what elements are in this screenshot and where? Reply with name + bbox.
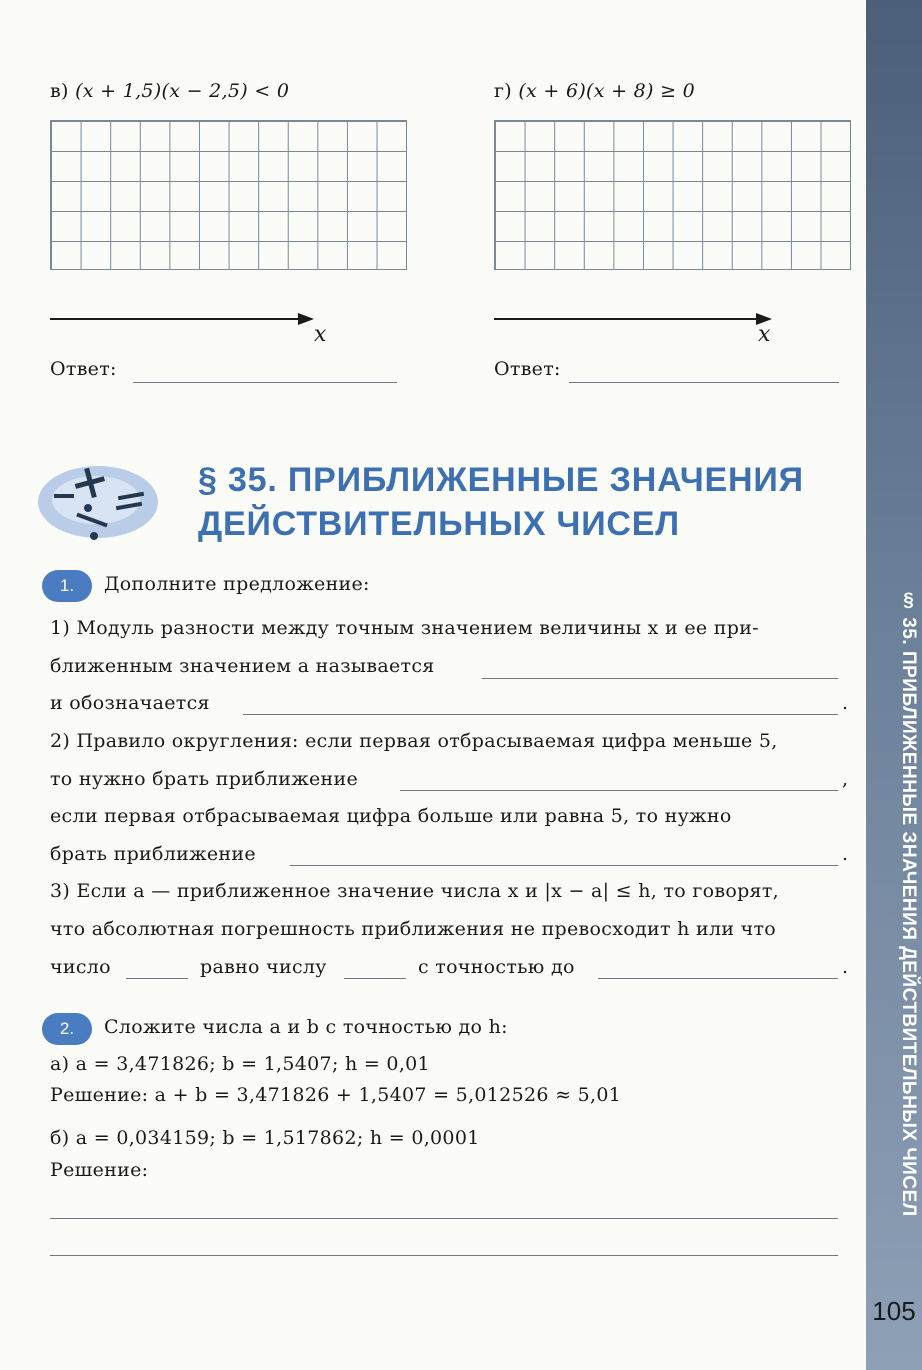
blank-field-round-up[interactable] — [290, 865, 838, 866]
punct-dot-1: . — [842, 692, 849, 714]
answer-line-1[interactable] — [50, 1218, 838, 1219]
task-1-prompt: Дополните предложение: — [104, 573, 370, 595]
side-section-label: § 35. ПРИБЛИЖЕННЫЕ ЗНАЧЕНИЯ ДЕЙСТВИТЕЛЬНЫХ ЧИСЕЛ — [898, 590, 919, 1217]
exercise-c-header — [50, 80, 289, 102]
task-1-line-3: и обозначается — [50, 692, 210, 714]
axis-label-c: x — [314, 322, 327, 347]
exercise-d-label: г) — [494, 80, 512, 102]
answer-field-c[interactable] — [133, 382, 397, 383]
blank-field-number-2[interactable] — [344, 978, 406, 979]
task-1-line-10-end: с точностью до — [418, 956, 575, 978]
task-2a-given: а) a = 3,471826; b = 1,5407; h = 0,01 — [50, 1053, 430, 1075]
section-title-line1: § 35. ПРИБЛИЖЕННЫЕ ЗНАЧЕНИЯ — [198, 461, 804, 499]
exercise-c-expression: (x + 1,5)(x − 2,5) < 0 — [75, 80, 290, 102]
answer-label-c: Ответ: — [50, 358, 117, 380]
task-1-line-10-mid: равно числу — [200, 956, 327, 978]
blank-field-definition[interactable] — [482, 678, 838, 679]
section-title — [198, 458, 804, 546]
task-2b-given: б) a = 0,034159; b = 1,517862; h = 0,0001 — [50, 1127, 480, 1149]
task-1-line-10-start: число — [50, 956, 111, 978]
task-1-line-4: 2) Правило округления: если первая отбрасываемая цифра меньше 5, — [50, 730, 778, 752]
grid-d[interactable] — [494, 120, 851, 270]
task-1-line-1: 1) Модуль разности между точным значением величины x и ее при- — [50, 617, 759, 639]
axis-label-d: x — [758, 322, 771, 347]
blank-field-precision[interactable] — [598, 978, 838, 979]
answer-label-d: Ответ: — [494, 358, 561, 380]
page-number: 105 — [872, 1296, 916, 1326]
grid-c[interactable] — [50, 120, 407, 270]
number-line-d[interactable] — [494, 318, 758, 320]
exercise-c-label: в) — [50, 80, 69, 102]
task-1-line-8: 3) Если a — приближенное значение числа x и |x − a| ≤ h, то говорят, — [50, 880, 779, 902]
task-1-line-9: что абсолютная погрешность приближения не превосходит h или что — [50, 918, 777, 940]
punct-dot-2: . — [842, 843, 849, 865]
task-2b-solution-label: Решение: — [50, 1159, 149, 1181]
punct-dot-3: . — [842, 956, 849, 978]
answer-line-2[interactable] — [50, 1255, 838, 1256]
task-2-prompt: Сложите числа a и b с точностью до h: — [104, 1016, 508, 1038]
blank-field-number-1[interactable] — [126, 978, 188, 979]
task-1-badge: 1. — [42, 570, 92, 602]
section-title-line2: ДЕЙСТВИТЕЛЬНЫХ ЧИСЕЛ — [198, 505, 680, 543]
task-1-line-6: если первая отбрасываемая цифра больше или равна 5, то нужно — [50, 805, 732, 827]
answer-field-d[interactable] — [569, 382, 839, 383]
task-2-badge: 2. — [42, 1013, 92, 1045]
exercise-d-expression: (x + 6)(x + 8) ≥ 0 — [518, 80, 696, 102]
number-line-c[interactable] — [50, 318, 300, 320]
blank-field-round-down[interactable] — [400, 790, 838, 791]
punct-comma: , — [842, 768, 849, 790]
task-1-line-7: брать приближение — [50, 843, 256, 865]
task-1-line-2: ближенным значением a называется — [50, 655, 435, 677]
math-operations-icon — [36, 458, 166, 554]
blank-field-notation[interactable] — [243, 714, 838, 715]
task-1-line-5: то нужно брать приближение — [50, 768, 359, 790]
task-2a-solution: Решение: a + b = 3,471826 + 1,5407 = 5,012526 ≈ 5,01 — [50, 1084, 622, 1106]
arrow-icon — [298, 313, 314, 325]
exercise-d-header — [494, 80, 695, 102]
